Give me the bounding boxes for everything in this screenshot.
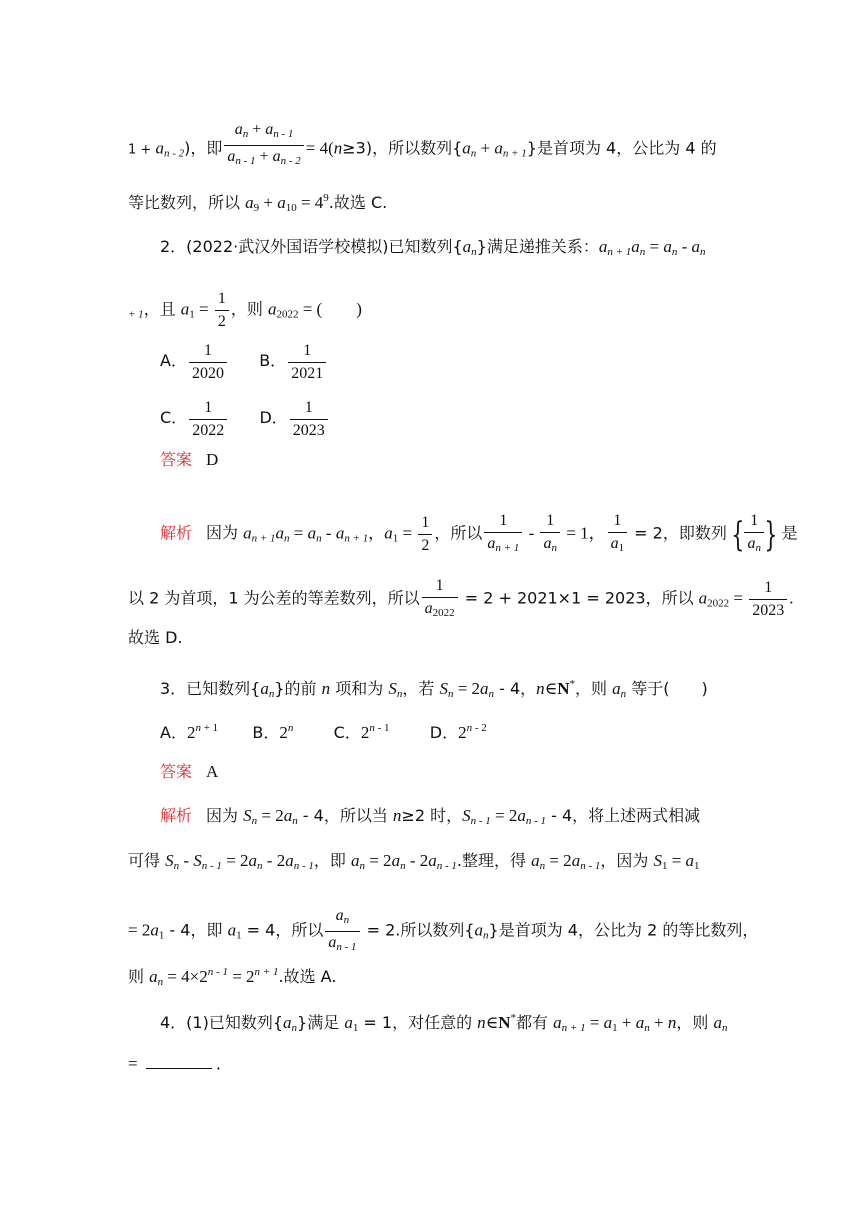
- fraction-set: $\frac{1}{a_n}$: [744, 510, 764, 559]
- q3-analysis-line-1: 解析 因为 $S_n = 2a_n - 4$，所以当 n≥2 时，$S_{n - 1} = 2a_{n - 1} - 4$，将上述两式相减: [160, 806, 701, 827]
- q3-stem: 3．已知数列$\{a_n\}$的前 n 项和为 $S_n$，若 $S_n = 2a_n - 4$，n∈N*，则 $a_n$ 等于( ): [160, 678, 708, 700]
- q2-analysis-line-2: 以 2 为首项，1 为公差的等差数列，所以 $\frac{1}{a_{2022}}$ = 2 + 2021×1 = 2023，所以 $a_{2022}$ = $\frac{1}{2023}$ .: [128, 575, 860, 624]
- option-b[interactable]: B．2$^n$: [252, 722, 294, 742]
- option-c[interactable]: C．2$^{n - 1}$: [333, 722, 390, 742]
- left-brace-icon: {: [731, 514, 745, 555]
- answer-label: 答案: [160, 762, 193, 781]
- option-a[interactable]: A． $\frac{1}{2020}$: [160, 351, 229, 370]
- analysis-label: 解析: [160, 523, 193, 543]
- fraction-ratio: $\frac{a_n}{a_{n - 1}}$: [325, 905, 359, 958]
- fraction-one-half: $\frac{1}{2}$: [215, 288, 229, 333]
- prev-solution-line-1: $1 + a_{n - 2}$)，即 $\frac{a_n + a_{n - 1}}{a_{n - 1} + a_{n - 2}}$ = 4(n≥3)，所以数列$\{a_n + a_{n + 1}\}$是首项为 4，公比为 4 的: [128, 123, 860, 176]
- answer-value: D: [206, 450, 219, 469]
- right-brace-icon: }: [764, 514, 778, 555]
- answer-label: 答案: [160, 450, 193, 469]
- fraction-recip-a2022: $\frac{1}{a_{2022}}$: [422, 575, 458, 624]
- option-c[interactable]: C． $\frac{1}{2022}$: [160, 408, 229, 427]
- option-d[interactable]: D．2$^{n - 2}$: [429, 722, 487, 742]
- fraction-recip-a1: $\frac{1}{a_1}$: [608, 510, 628, 559]
- q2-options-row-1: [160, 340, 860, 385]
- q3-answer: [160, 762, 860, 782]
- q4-stem-line-1: 4．(1)已知数列$\{a_n\}$满足 $a_1 = 1$，对任意的 n∈N*都有 $a_{n + 1} = a_1 + a_n + n$，则 $a_n$: [160, 1012, 728, 1034]
- option-c-fraction: $\frac{1}{2022}$: [189, 397, 227, 442]
- option-b-fraction: $\frac{1}{2021}$: [288, 340, 326, 385]
- q2-analysis-line-3: 故选 D.: [128, 628, 183, 647]
- fraction: $\frac{a_n + a_{n - 1}}{a_{n - 1} + a_{n - 2}}$: [224, 119, 303, 172]
- answer-value: A: [206, 762, 219, 781]
- fraction-result: $\frac{1}{2023}$: [749, 577, 787, 622]
- q4-stem-line-2: = ．: [128, 1054, 232, 1073]
- option-a-fraction: $\frac{1}{2020}$: [189, 340, 227, 385]
- q2-analysis-line-1: 解析 因为 $a_{n + 1}a_n = a_n - a_{n + 1}$，$a_1$ = $\frac{1}{2}$ ，所以 $\frac{1}{a_{n + 1}}$ - $\frac{1}{a_n}$ = 1， $\frac{1}{a_1}$ = 2，即数列 { $\frac{1}{a_n}$ } 是: [160, 510, 860, 559]
- option-b[interactable]: B． $\frac{1}{2021}$: [259, 351, 328, 370]
- option-a[interactable]: A．$2^{n + 1}$: [160, 722, 219, 742]
- q2-stem-line-2: $_{+ 1}$，且 $a_1$ = $\frac{1}{2}$ ，则 $a_{2022}$ = ( ): [128, 288, 860, 333]
- fraction-recip-an1: $\frac{1}{a_{n + 1}}$: [484, 510, 522, 559]
- option-d[interactable]: D． $\frac{1}{2023}$: [259, 408, 329, 427]
- q3-options: [160, 718, 860, 743]
- q3-analysis-line-3: = $2a_1 - 4$，即 $a_1 = 4$，所以 $\frac{a_n}{a_{n - 1}}$ = 2.所以数列$\{a_n\}$是首项为 4，公比为 2 的等比数列，: [128, 905, 860, 958]
- prev-solution-line-2: 等比数列，所以 $a_9 + a_{10} = 4^9$.故选 C.: [128, 192, 388, 214]
- answer-blank-input[interactable]: [146, 1054, 212, 1069]
- fraction-one-half: $\frac{1}{2}$: [418, 512, 432, 557]
- option-d-fraction: $\frac{1}{2023}$: [290, 397, 328, 442]
- q3-analysis-line-2: 可得 $S_n - S_{n - 1} = 2a_n - 2a_{n - 1}$，即 $a_n = 2a_n - 2a_{n - 1}$.整理，得 $a_n = 2a_{n - 1}$，因为 $S_1 = a_1$: [128, 851, 700, 872]
- q3-analysis-line-4: 则 $a_n = 4\times 2^{n - 1} = 2^{n + 1}$.故选 A.: [128, 966, 337, 988]
- analysis-label: 解析: [160, 806, 193, 825]
- q2-answer: [160, 450, 860, 470]
- fraction-recip-an: $\frac{1}{a_n}$: [540, 510, 560, 559]
- q2-stem-line-1: 2．(2022·武汉外国语学校模拟)已知数列$\{a_n\}$满足递推关系：$a_{n + 1}a_n = a_n - a_n$: [160, 237, 706, 258]
- q2-options-row-2: [160, 397, 860, 442]
